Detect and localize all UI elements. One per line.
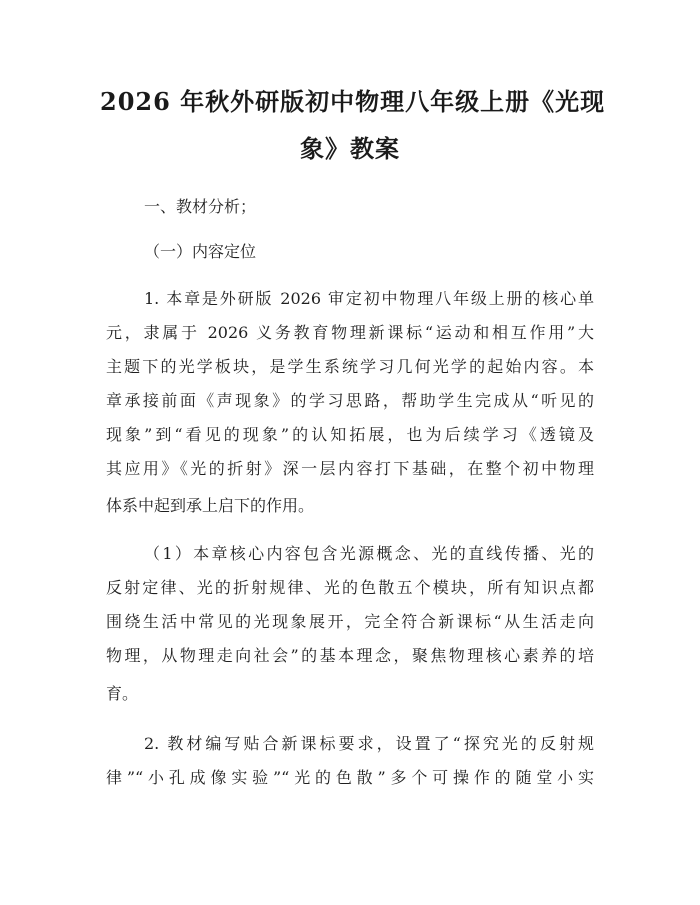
paragraph-1-line: 1. 本章是外研版 2026 审定初中物理八年级上册的核心单	[144, 289, 594, 308]
paragraph-2-line: 反射定律、光的折射规律、光的色散五个模块，所有知识点都	[106, 578, 594, 597]
document-title-line-2: 象》教案	[300, 134, 400, 163]
paragraph-1-line: 现象”到“看见的现象”的认知拓展，也为后续学习《透镜及	[106, 425, 594, 444]
paragraph-1-line: 主题下的光学板块，是学生系统学习几何光学的起始内容。本	[106, 357, 594, 376]
section-heading: 一、教材分析；	[144, 197, 257, 216]
paragraph-2-line: 围绕生活中常见的光现象展开，完全符合新课标“从生活走向	[106, 612, 594, 631]
document-title-line-1: 2026 年秋外研版初中物理八年级上册《光现	[100, 87, 606, 116]
paragraph-1-line: 体系中起到承上启下的作用。	[106, 496, 315, 515]
paragraph-1-line: 章承接前面《声现象》的学习思路，帮助学生完成从“听见的	[106, 391, 594, 410]
paragraph-2-line: （1）本章核心内容包含光源概念、光的直线传播、光的	[144, 544, 594, 563]
subsection-heading: （一）内容定位	[144, 242, 257, 261]
paragraph-3-line: 律”“小孔成像实验”“光的色散”多个可操作的随堂小实	[106, 768, 594, 787]
paragraph-2-line: 育。	[106, 684, 139, 703]
paragraph-1-line: 其应用》《光的折射》深一层内容打下基础，在整个初中物理	[106, 459, 594, 478]
paragraph-2-line: 物理，从物理走向社会”的基本理念，聚焦物理核心素养的培	[106, 646, 594, 665]
paragraph-1-line: 元，隶属于 2026 义务教育物理新课标“运动和相互作用”大	[106, 323, 594, 342]
paragraph-3-line: 2. 教材编写贴合新课标要求，设置了“探究光的反射规	[144, 734, 594, 753]
